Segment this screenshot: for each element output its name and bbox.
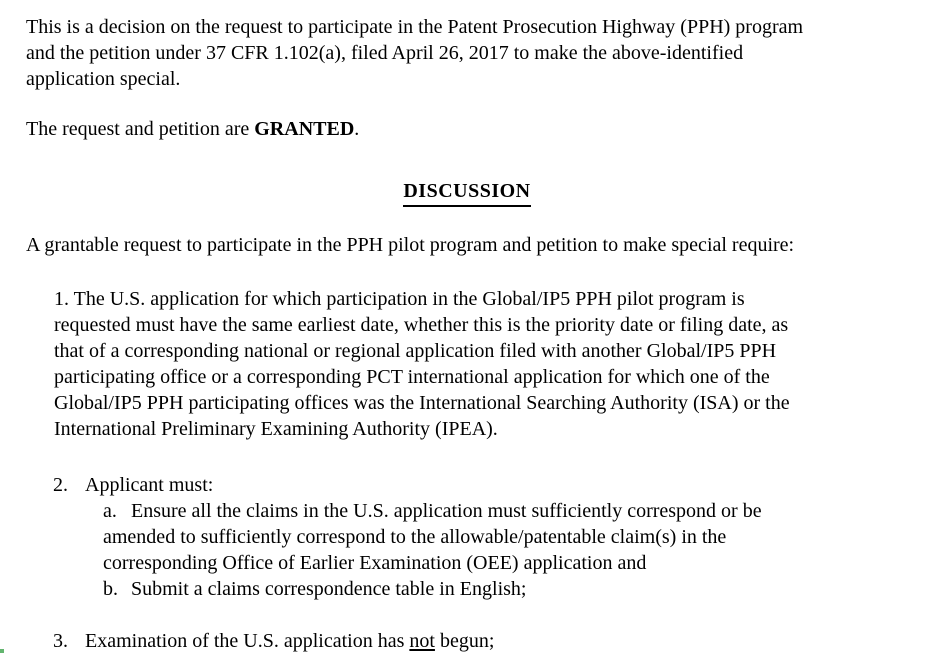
subitem-a-line-1 (103, 498, 934, 524)
requirements-intro: A grantable request to participate in the PPH pilot program and petition to make special require: (26, 234, 795, 256)
requirement-1-line-1: 1. The U.S. application for which participation in the Global/IP5 PPH pilot program is (54, 288, 745, 310)
subitem-a-line-2: amended to sufficiently correspond to the allowable/patentable claim(s) in the (103, 526, 727, 548)
grant-statement-prefix: The request and petition are (26, 118, 255, 140)
requirement-3 (53, 628, 934, 654)
subitem-b-line (103, 576, 934, 602)
requirement-3-underlined-word: not (409, 630, 435, 652)
subitem-b-marker: b. (103, 578, 118, 600)
intro-paragraph (26, 14, 934, 92)
intro-line-1: This is a decision on the request to participate in the Patent Prosecution Highway (PPH) program (26, 16, 804, 38)
subitem-a-text-1: Ensure all the claims in the U.S. application must sufficiently correspond or be (131, 500, 762, 522)
requirement-2-subitems (103, 498, 934, 602)
requirement-1-line-6: International Preliminary Examining Authority (IPEA). (54, 418, 498, 440)
scan-artifact-mark (0, 649, 4, 653)
grant-statement-emphasis: GRANTED (254, 118, 355, 140)
intro-line-3: application special. (26, 68, 181, 90)
requirement-1-line-2: requested must have the same earliest date, whether this is the priority date or filing date, as (54, 314, 789, 336)
section-heading: DISCUSSION (403, 178, 530, 207)
section-heading-row (0, 178, 934, 208)
requirement-2-marker: 2. (53, 474, 68, 496)
requirement-1-line-3: that of a corresponding national or regional application filed with another Global/IP5 PPH (54, 340, 777, 362)
requirement-1-line-4: participating office or a corresponding PCT international application for which one of the (54, 366, 770, 388)
requirement-1 (54, 286, 934, 442)
requirement-3-suffix: begun; (434, 630, 495, 652)
requirement-2-text: Applicant must: (85, 474, 214, 496)
subitem-b-text: Submit a claims correspondence table in English; (131, 578, 527, 600)
grant-statement (26, 116, 934, 142)
requirement-2 (53, 472, 934, 602)
intro-line-2: and the petition under 37 CFR 1.102(a), filed April 26, 2017 to make the above-identified (26, 42, 744, 64)
requirement-1-line-5: Global/IP5 PPH participating offices was the International Searching Authority (ISA) or the (54, 392, 790, 414)
requirement-3-marker: 3. (53, 630, 68, 652)
requirement-3-line (53, 628, 934, 654)
requirement-3-prefix: Examination of the U.S. application has (85, 630, 410, 652)
requirement-2-heading (53, 472, 934, 498)
grant-statement-suffix: . (354, 118, 360, 140)
subitem-a-line-3: corresponding Office of Earlier Examination (OEE) application and (103, 552, 647, 574)
subitem-a-marker: a. (103, 500, 117, 522)
